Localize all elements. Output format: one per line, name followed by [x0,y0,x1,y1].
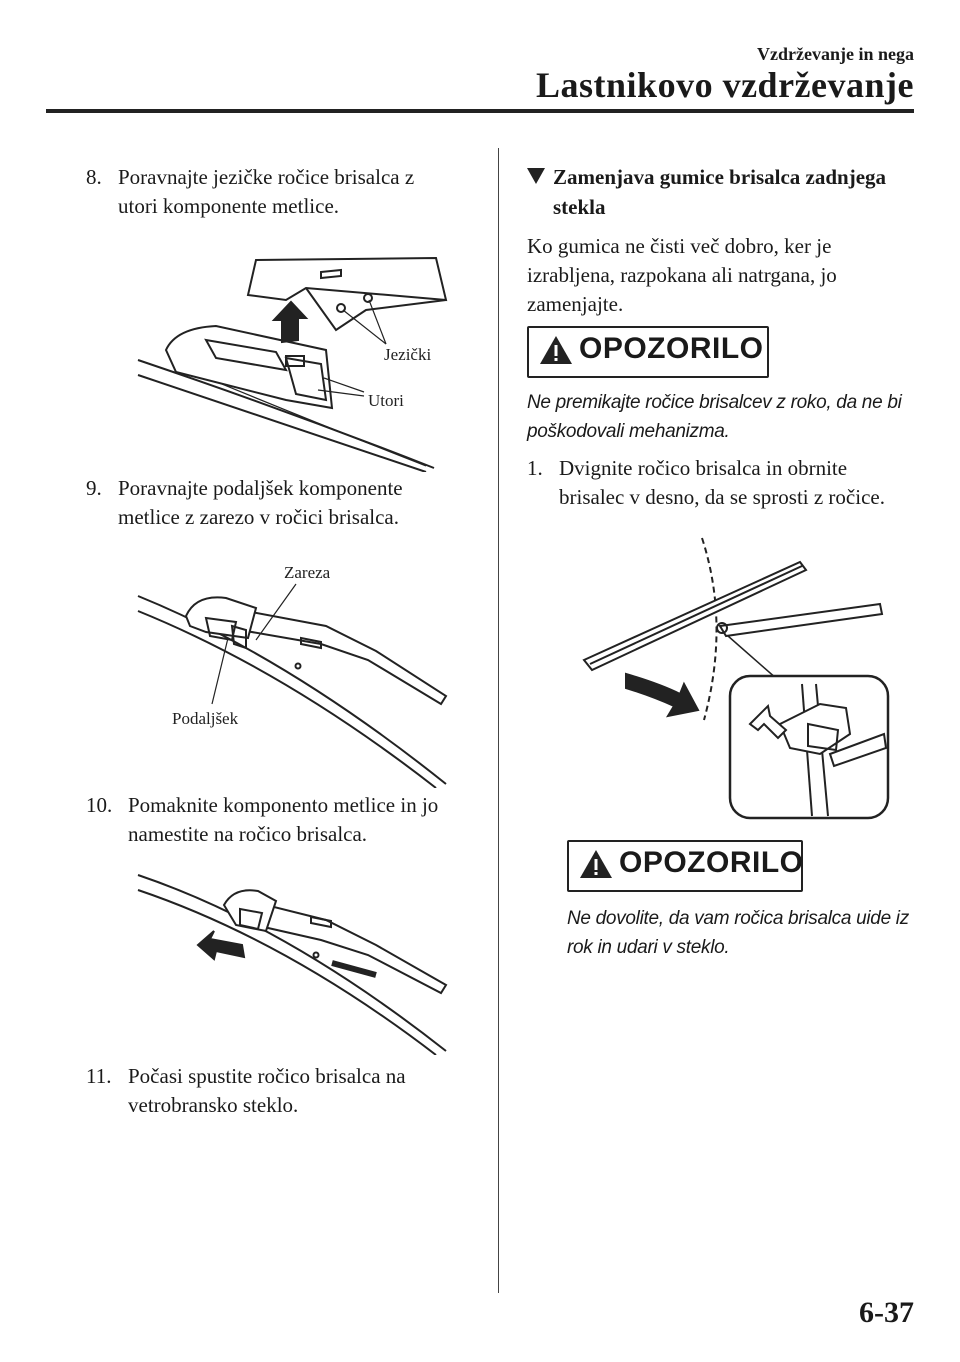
warning-text-1: Ne premikajte ročice brisalcev z roko, da ne bi poškodovali mehanizma. [527,392,902,442]
warning-triangle-icon [579,849,613,879]
warning-banner-1 [527,326,769,378]
step-text: Pomaknite komponento metlice in jo namestite na ročico brisalca. [128,793,439,846]
step-r1 [527,454,917,512]
step-number: 8. [86,165,102,189]
header-rule [46,109,914,113]
label-extension: Podaljšek [172,709,239,728]
warning-label: OPOZORILO [619,846,804,879]
step-number: 1. [527,456,543,480]
step-9 [86,474,446,532]
step-number: 9. [86,476,102,500]
step-8 [86,163,446,221]
label-tabs: Jezički [384,345,432,364]
figure-rear-wiper [580,534,895,824]
label-notch: Zareza [284,563,331,582]
figure-notch-extension [136,556,451,788]
section-title-text: Zamenjava gumice brisalca zadnjega stekla [553,165,887,219]
intro-paragraph: Ko gumica ne čisti več dobro, ker je izrabljena, razpokana ali natrgana, jo zamenjajte. [527,234,837,316]
figure-blade-slide [136,865,451,1055]
warning-label: OPOZORILO [579,332,764,365]
warning-banner-2 [567,840,803,892]
warning-triangle-icon [539,335,573,365]
running-header-section: Vzdrževanje in nega [757,44,914,64]
triangle-bullet-icon [527,168,545,184]
section-title [527,162,887,222]
step-number: 11. [86,1064,112,1088]
figure-tabs-grooves [136,240,451,472]
running-header-title: Lastnikovo vzdrževanje [536,65,914,105]
step-10 [86,791,446,849]
page-number: 6-37 [859,1296,914,1329]
step-text: Poravnajte jezičke ročice brisalca z utori komponente metlice. [118,165,415,218]
column-divider [498,148,499,1293]
step-text: Dvignite ročico brisalca in obrnite brisalec v desno, da se sprosti z ročice. [559,456,885,509]
step-text: Poravnajte podaljšek komponente metlice z zarezo v ročici brisalca. [118,476,403,529]
label-grooves: Utori [368,391,404,410]
step-text: Počasi spustite ročico brisalca na vetrobransko steklo. [128,1064,406,1117]
warning-text-2: Ne dovolite, da vam ročica brisalca uide iz rok in udari v steklo. [567,908,909,958]
step-number: 10. [86,793,113,817]
step-11 [86,1062,446,1120]
